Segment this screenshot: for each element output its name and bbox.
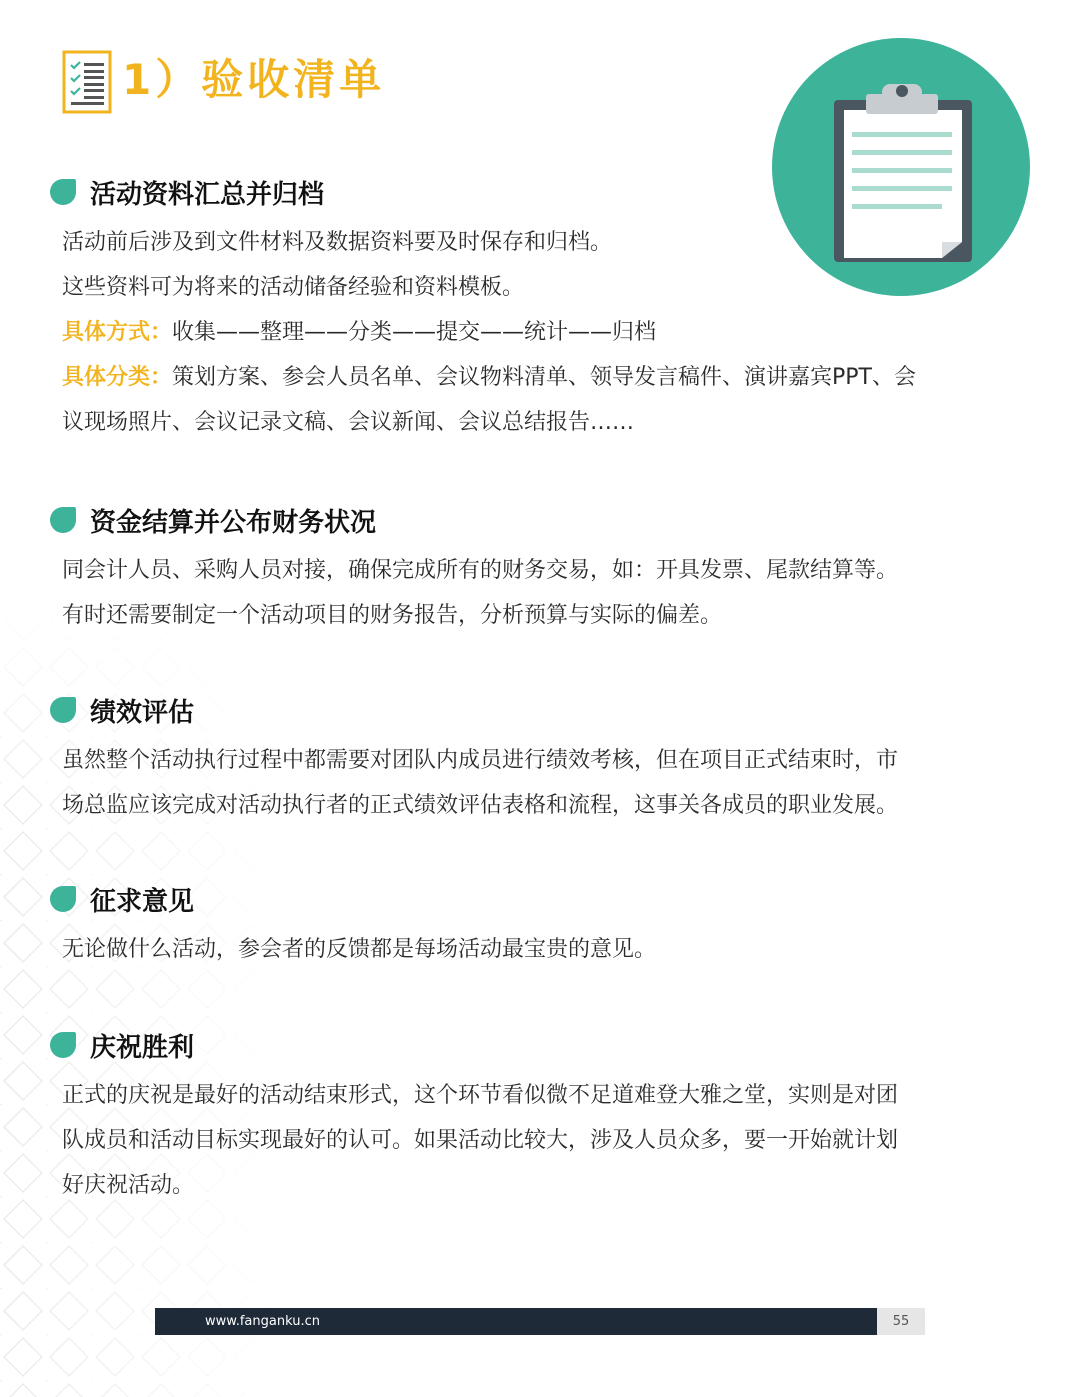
method-label: 具体方式： (62, 320, 173, 345)
section-heading (50, 172, 1030, 212)
section-finance (50, 500, 1030, 638)
section-heading (50, 690, 1030, 730)
body-line: 这些资料可为将来的活动储备经验和资料模板。 (62, 275, 525, 300)
section-title: 资金结算并公布财务状况 (90, 507, 377, 538)
body-line: 同会计人员、采购人员对接，确保完成所有的财务交易，如：开具发票、尾款结算等。 (62, 558, 899, 583)
leaf-bullet-icon (50, 697, 76, 723)
page-title (122, 52, 385, 108)
body-line: 无论做什么活动，参会者的反馈都是每场活动最宝贵的意见。 (62, 937, 657, 962)
body-line: 场总监应该完成对活动执行者的正式绩效评估表格和流程，这事关各成员的职业发展。 (62, 793, 899, 818)
section-body (62, 927, 1030, 972)
leaf-bullet-icon (50, 507, 76, 533)
method-line (62, 310, 1030, 355)
section-body (62, 220, 1030, 445)
section-celebration (50, 1025, 1030, 1208)
leaf-bullet-icon (50, 886, 76, 912)
body-line: 队成员和活动目标实现最好的认可。如果活动比较大，涉及人员众多，要一开始就计划 (62, 1128, 899, 1153)
section-title: 征求意见 (90, 886, 195, 917)
section-title: 活动资料汇总并归档 (90, 179, 325, 210)
footer-bar (155, 1308, 877, 1335)
category-label: 具体分类： (62, 365, 173, 390)
body-line: 正式的庆祝是最好的活动结束形式，这个环节看似微不足道难登大雅之堂，实则是对团 (62, 1083, 899, 1108)
section-archive (50, 172, 1030, 445)
section-body (62, 1073, 1030, 1208)
body-line: 活动前后涉及到文件材料及数据资料要及时保存和归档。 (62, 230, 613, 255)
page-title-text: 1）验收清单 (122, 55, 386, 104)
page-number: 55 (877, 1308, 925, 1335)
method-text: 收集——整理——分类——提交——统计——归档 (172, 320, 657, 345)
section-heading (50, 1025, 1030, 1065)
body-line: 好庆祝活动。 (62, 1173, 195, 1198)
body-line: 虽然整个活动执行过程中都需要对团队内成员进行绩效考核，但在项目正式结束时，市 (62, 748, 899, 773)
category-text: 策划方案、参会人员名单、会议物料清单、领导发言稿件、演讲嘉宾PPT、会 (172, 365, 916, 390)
checklist-icon (62, 50, 112, 114)
section-title: 绩效评估 (90, 697, 195, 728)
section-heading (50, 500, 1030, 540)
leaf-bullet-icon (50, 1032, 76, 1058)
section-performance (50, 690, 1030, 828)
section-heading (50, 879, 1030, 919)
body-line: 有时还需要制定一个活动项目的财务报告，分析预算与实际的偏差。 (62, 603, 723, 628)
section-body (62, 738, 1030, 828)
section-body (62, 548, 1030, 638)
category-line-2: 议现场照片、会议记录文稿、会议新闻、会议总结报告…… (62, 410, 635, 435)
footer-website: www.fanganku.cn (205, 1314, 320, 1329)
leaf-bullet-icon (50, 179, 76, 205)
category-line (62, 355, 1030, 400)
section-feedback (50, 879, 1030, 972)
section-title: 庆祝胜利 (90, 1032, 195, 1063)
